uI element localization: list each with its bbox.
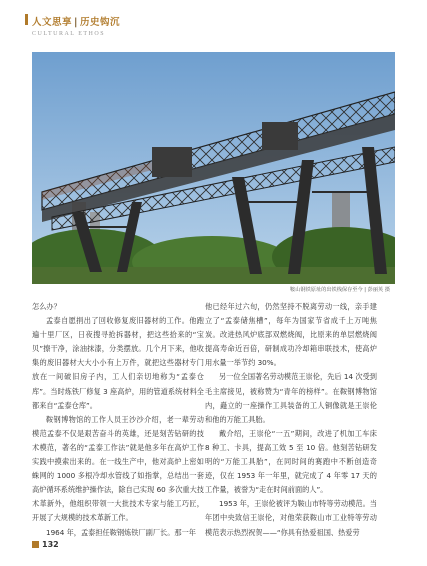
section-name: 人文思享	[32, 17, 73, 28]
header-accent-bar	[25, 14, 28, 25]
page-number-text: 132	[42, 540, 59, 549]
paragraph: 1964 年，孟泰担任鞍钢炼铁厂副厂长。那一年	[46, 527, 196, 537]
page-number	[32, 540, 59, 549]
paragraph: 鞍钢博物馆的工作人员王沙沙介绍，老一辈劳动模范孟泰不仅是艰苦奋斗的英雄，还是刻苦钻研的技术模范，著名的“孟泰工作法”就是他多年在高炉工作实践中摸索出来的。在一线生产中，他对高炉上密如蛛网的 1000 多根冷却水管线了如指掌，总结出一套高炉循环系统维护操作法，除自己实现 60 多次重大技术革新外，他组织带领一大批技术专家与能工巧匠，开展了大规模的技术革新工作。	[32, 414, 204, 523]
header-title: 人文思享 | 历史钩沉	[32, 17, 121, 28]
paragraph: 他已经年过六旬，仍然坚持不脱离劳动一线，亲手建立了“孟泰储焦槽”，每年为国家节省成千上万吨焦炭。改进热风炉底部双燃烧阀，比原来的单层燃烧阀提高寿命近百倍，研制成功冷却箱串联技术，使高炉用水量一举节约 30%。	[205, 302, 377, 368]
left-column	[32, 300, 204, 540]
photo-caption: 鞍山钢铁原址的出铁栈保存至今 | 彭丽英 摄	[290, 287, 391, 293]
right-column	[205, 300, 377, 540]
gantry-crane-photo	[32, 52, 395, 284]
paragraph: 戴介绍，王崇伦“一五”期间，改进了机加工车床 8 种工、卡具，提高工效 5 至 10 倍。他刻苦钻研发明的“万能工具胎”，在同时间的赛跑中不断创造奇迹，仅在 1953 年一年里，就完成了 4 年零 17 天的工作量，被誉为“走在时间前面的人”。	[205, 428, 377, 495]
page-header	[32, 14, 120, 37]
paragraph: 怎么办？	[32, 302, 61, 311]
paragraph: 孟泰自愿捐出了回收修复废旧器材的工作。他跑遍十里厂区，日夜搜寻抢拆器材，把这些拾来的“宝贝”擦干净，涂油抹漆，分类摆放。几个月下来，他收集的废旧器材大大小小有上万件，就把这些器材专门放在一间破旧房子内，工人们亲切地称为“孟泰仓库”。当时炼铁厂修复 3 座高炉，用的管道系统材料全都来自“孟泰仓库”。	[32, 316, 204, 410]
page-number-marker	[32, 541, 39, 548]
paragraph: 1953 年，王崇伦被评为鞍山市特等劳动模范。当年团中央致信王崇伦，对他荣获鞍山市工业特等劳动模范表示热烈祝贺——“你具有热爱祖国、热爱劳	[205, 499, 377, 537]
section-name-en: CULTURAL ETHOS	[32, 31, 106, 37]
column-name: 历史钩沉	[80, 17, 121, 28]
paragraph: 另一位全国著名劳动模范王崇伦，先后 14 次受到毛主席接见，被称赞为“青年的榜样”。在鞍钢博物馆内，矗立的一座操作工具装备的工人铜像就是王崇伦和他的万能工具胎。	[205, 372, 377, 424]
